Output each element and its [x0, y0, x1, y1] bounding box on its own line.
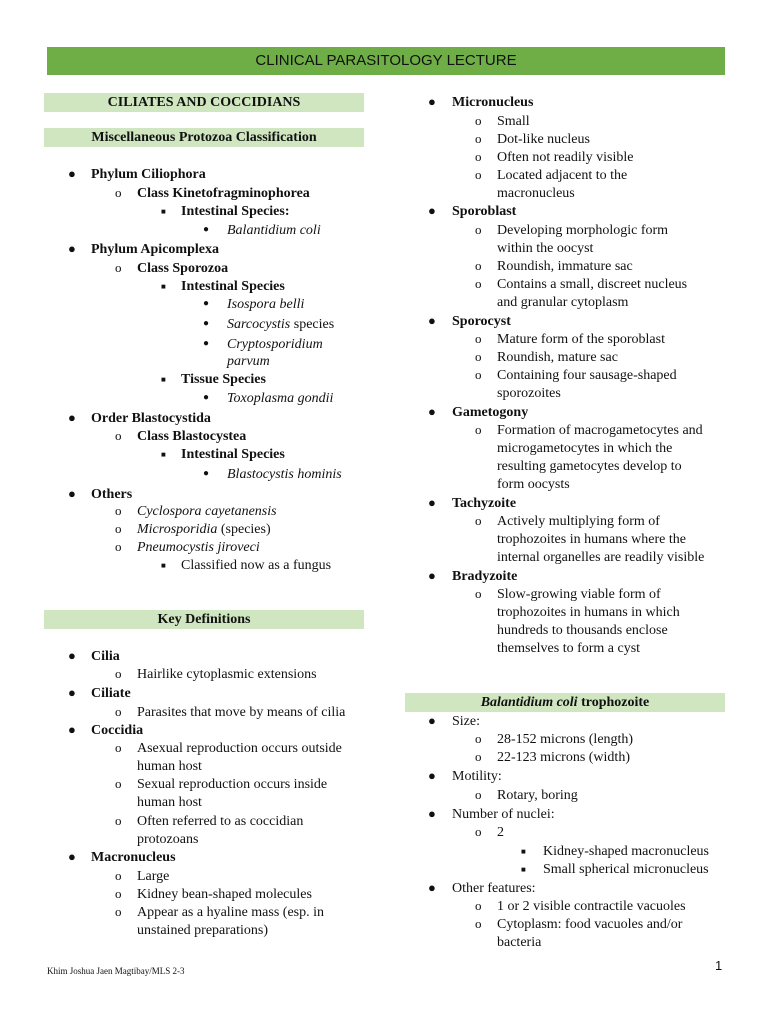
- bullet-icon: ●: [428, 313, 436, 328]
- circle-bullet-icon: o: [475, 331, 482, 346]
- bullet-icon: ●: [428, 768, 436, 783]
- def-bradyzoite: Bradyzoite: [452, 569, 518, 584]
- tree-others: Others: [91, 487, 133, 502]
- circle-bullet-icon: o: [475, 113, 482, 128]
- def-micronucleus-3: Often not readily visible: [497, 150, 634, 165]
- circle-bullet-icon: o: [115, 813, 122, 828]
- def-micronucleus-2: Dot-like nucleus: [497, 132, 590, 147]
- def-sporocyst-2: Roundish, mature sac: [497, 350, 618, 365]
- troph-other-2: Cytoplasm: food vacuoles and/or: [497, 917, 683, 932]
- circle-bullet-icon: o: [115, 740, 122, 755]
- def-tachyzoite-1: Actively multiplying form of: [497, 514, 660, 529]
- square-bullet-icon: ■: [521, 865, 526, 874]
- troph-size: Size:: [452, 714, 480, 729]
- page-number: 1: [715, 958, 723, 973]
- def-macronucleus-1: Large: [137, 869, 170, 884]
- tree-species-isospora: Isospora belli: [227, 297, 305, 312]
- bullet-icon: ●: [203, 224, 210, 235]
- circle-bullet-icon: o: [475, 731, 482, 746]
- def-bradyzoite-1-cont-a: trophozoites in humans in which: [497, 605, 680, 620]
- bullet-icon: ●: [428, 713, 436, 728]
- circle-bullet-icon: o: [115, 868, 122, 883]
- section-header-balantidium: Balantidium coli trophozoite: [405, 693, 725, 712]
- bullet-icon: ●: [203, 392, 210, 403]
- circle-bullet-icon: o: [115, 776, 122, 791]
- def-bradyzoite-1-cont-c: themselves to form a cyst: [497, 641, 641, 656]
- def-bradyzoite-1-cont-b: hundreds to thousands enclose: [497, 623, 668, 638]
- def-tachyzoite: Tachyzoite: [452, 496, 517, 511]
- def-macronucleus-3-cont: unstained preparations): [137, 923, 269, 938]
- troph-nuclei-macro: Kidney-shaped macronucleus: [543, 844, 709, 859]
- troph-motility-value: Rotary, boring: [497, 788, 578, 803]
- circle-bullet-icon: o: [115, 539, 122, 554]
- def-macronucleus-3: Appear as a hyaline mass (esp. in: [137, 905, 324, 920]
- tree-phylum-ciliophora: Phylum Ciliophora: [91, 167, 206, 182]
- square-bullet-icon: ■: [161, 450, 166, 459]
- circle-bullet-icon: o: [115, 904, 122, 919]
- square-bullet-icon: ■: [161, 561, 166, 570]
- bullet-icon: ●: [203, 318, 210, 329]
- circle-bullet-icon: o: [475, 787, 482, 802]
- def-gametogony-1: Formation of macrogametocytes and: [497, 423, 703, 438]
- circle-bullet-icon: o: [115, 428, 122, 443]
- troph-size-length: 28-152 microns (length): [497, 732, 634, 747]
- circle-bullet-icon: o: [115, 503, 122, 518]
- bullet-icon: ●: [68, 722, 76, 737]
- circle-bullet-icon: o: [115, 260, 122, 275]
- bullet-icon: ●: [68, 241, 76, 256]
- bullet-icon: ●: [428, 495, 436, 510]
- document-title-banner: CLINICAL PARASITOLOGY LECTURE: [47, 47, 725, 75]
- section-header-classification: Miscellaneous Protozoa Classification: [44, 128, 364, 147]
- def-micronucleus: Micronucleus: [452, 95, 534, 110]
- tree-species-balantidium: Balantidium coli: [227, 223, 321, 238]
- footer-author: Khim Joshua Jaen Magtibay/MLS 2-3: [47, 966, 185, 976]
- def-macronucleus: Macronucleus: [91, 850, 176, 865]
- bullet-icon: ●: [68, 648, 76, 663]
- circle-bullet-icon: o: [475, 513, 482, 528]
- def-gametogony-1-cont-c: form oocysts: [497, 477, 570, 492]
- def-coccidia-text-3-cont: protozoans: [137, 832, 199, 847]
- def-gametogony-1-cont-b: resulting gametocytes develop to: [497, 459, 682, 474]
- def-coccidia-text-3: Often referred to as coccidian: [137, 814, 304, 829]
- circle-bullet-icon: o: [475, 916, 482, 931]
- circle-bullet-icon: o: [115, 666, 122, 681]
- def-ciliate-text: Parasites that move by means of cilia: [137, 705, 346, 720]
- tree-intestinal-3: Intestinal Species: [181, 447, 285, 462]
- tree-species-cryptosporidium-cont: parvum: [227, 354, 270, 369]
- square-bullet-icon: ■: [161, 375, 166, 384]
- tree-other-microsporidia: Microsporidia (species): [137, 522, 271, 537]
- circle-bullet-icon: o: [475, 586, 482, 601]
- def-micronucleus-1: Small: [497, 114, 530, 129]
- def-coccidia-text-1: Asexual reproduction occurs outside: [137, 741, 342, 756]
- def-gametogony: Gametogony: [452, 405, 529, 420]
- def-cilia: Cilia: [91, 649, 120, 664]
- circle-bullet-icon: o: [475, 222, 482, 237]
- section-header-ciliates: CILIATES AND COCCIDIANS: [44, 93, 364, 112]
- def-sporoblast-1-cont: within the oocyst: [497, 241, 594, 256]
- tree-other-cyclospora: Cyclospora cayetanensis: [137, 504, 277, 519]
- def-coccidia-text-2-cont: human host: [137, 795, 202, 810]
- bullet-icon: ●: [203, 468, 210, 479]
- tree-order-blastocystida: Order Blastocystida: [91, 411, 211, 426]
- def-bradyzoite-1: Slow-growing viable form of: [497, 587, 661, 602]
- tree-intestinal-1: Intestinal Species:: [181, 204, 290, 219]
- def-sporoblast-2: Roundish, immature sac: [497, 259, 633, 274]
- circle-bullet-icon: o: [475, 167, 482, 182]
- def-micronucleus-4: Located adjacent to the: [497, 168, 628, 183]
- tree-class-kineto: Class Kinetofragminophorea: [137, 186, 310, 201]
- bullet-icon: ●: [428, 203, 436, 218]
- circle-bullet-icon: o: [115, 704, 122, 719]
- def-sporoblast: Sporoblast: [452, 204, 517, 219]
- tree-species-toxoplasma: Toxoplasma gondii: [227, 391, 334, 406]
- circle-bullet-icon: o: [475, 349, 482, 364]
- bullet-icon: ●: [68, 166, 76, 181]
- tree-other-pneumocystis-note: Classified now as a fungus: [181, 558, 332, 573]
- def-ciliate: Ciliate: [91, 686, 131, 701]
- def-coccidia-text-2: Sexual reproduction occurs inside: [137, 777, 328, 792]
- troph-other-features: Other features:: [452, 881, 536, 896]
- tree-species-blastocystis: Blastocystis hominis: [227, 467, 342, 482]
- def-cilia-text: Hairlike cytoplasmic extensions: [137, 667, 317, 682]
- troph-motility: Motility:: [452, 769, 502, 784]
- tree-class-blastocystea: Class Blastocystea: [137, 429, 247, 444]
- tree-class-sporozoa: Class Sporozoa: [137, 261, 229, 276]
- def-gametogony-1-cont-a: microgametocytes in which the: [497, 441, 673, 456]
- bullet-icon: ●: [203, 338, 210, 349]
- tree-phylum-apicomplexa: Phylum Apicomplexa: [91, 242, 219, 257]
- circle-bullet-icon: o: [475, 824, 482, 839]
- circle-bullet-icon: o: [475, 258, 482, 273]
- circle-bullet-icon: o: [475, 749, 482, 764]
- tree-species-sarcocystis: Sarcocystis species: [227, 317, 335, 332]
- def-coccidia-text-1-cont: human host: [137, 759, 202, 774]
- bullet-icon: ●: [68, 486, 76, 501]
- square-bullet-icon: ■: [161, 207, 166, 216]
- circle-bullet-icon: o: [115, 521, 122, 536]
- section-header-key-definitions: Key Definitions: [44, 610, 364, 629]
- square-bullet-icon: ■: [161, 282, 166, 291]
- bullet-icon: ●: [428, 880, 436, 895]
- bullet-icon: ●: [68, 685, 76, 700]
- def-tachyzoite-1-cont-b: internal organelles are readily visible: [497, 550, 705, 565]
- circle-bullet-icon: o: [475, 422, 482, 437]
- circle-bullet-icon: o: [475, 276, 482, 291]
- tree-intestinal-2: Intestinal Species: [181, 279, 285, 294]
- circle-bullet-icon: o: [115, 185, 122, 200]
- bullet-icon: ●: [68, 849, 76, 864]
- def-macronucleus-2: Kidney bean-shaped molecules: [137, 887, 312, 902]
- def-micronucleus-4-cont: macronucleus: [497, 186, 575, 201]
- def-sporocyst: Sporocyst: [452, 314, 511, 329]
- bullet-icon: ●: [428, 568, 436, 583]
- troph-nuclei-count: 2: [497, 825, 504, 840]
- def-sporocyst-1: Mature form of the sporoblast: [497, 332, 665, 347]
- def-sporoblast-3-cont: and granular cytoplasm: [497, 295, 629, 310]
- troph-nuclei-micro: Small spherical micronucleus: [543, 862, 709, 877]
- circle-bullet-icon: o: [475, 131, 482, 146]
- tree-species-cryptosporidium: Cryptosporidium: [227, 337, 323, 352]
- bullet-icon: ●: [428, 404, 436, 419]
- def-sporocyst-3: Containing four sausage-shaped: [497, 368, 677, 383]
- circle-bullet-icon: o: [475, 898, 482, 913]
- def-coccidia: Coccidia: [91, 723, 144, 738]
- tree-tissue-species: Tissue Species: [181, 372, 266, 387]
- troph-other-1: 1 or 2 visible contractile vacuoles: [497, 899, 686, 914]
- bullet-icon: ●: [428, 94, 436, 109]
- troph-other-2-cont: bacteria: [497, 935, 542, 950]
- def-sporoblast-1: Developing morphologic form: [497, 223, 669, 238]
- bullet-icon: ●: [428, 806, 436, 821]
- def-sporocyst-3-cont: sporozoites: [497, 386, 561, 401]
- tree-other-pneumocystis: Pneumocystis jiroveci: [137, 540, 260, 555]
- circle-bullet-icon: o: [475, 367, 482, 382]
- square-bullet-icon: ■: [521, 847, 526, 856]
- troph-size-width: 22-123 microns (width): [497, 750, 630, 765]
- circle-bullet-icon: o: [115, 886, 122, 901]
- troph-nuclei: Number of nuclei:: [452, 807, 555, 822]
- def-sporoblast-3: Contains a small, discreet nucleus: [497, 277, 688, 292]
- bullet-icon: ●: [203, 298, 210, 309]
- circle-bullet-icon: o: [475, 149, 482, 164]
- def-tachyzoite-1-cont-a: trophozoites in humans where the: [497, 532, 686, 547]
- bullet-icon: ●: [68, 410, 76, 425]
